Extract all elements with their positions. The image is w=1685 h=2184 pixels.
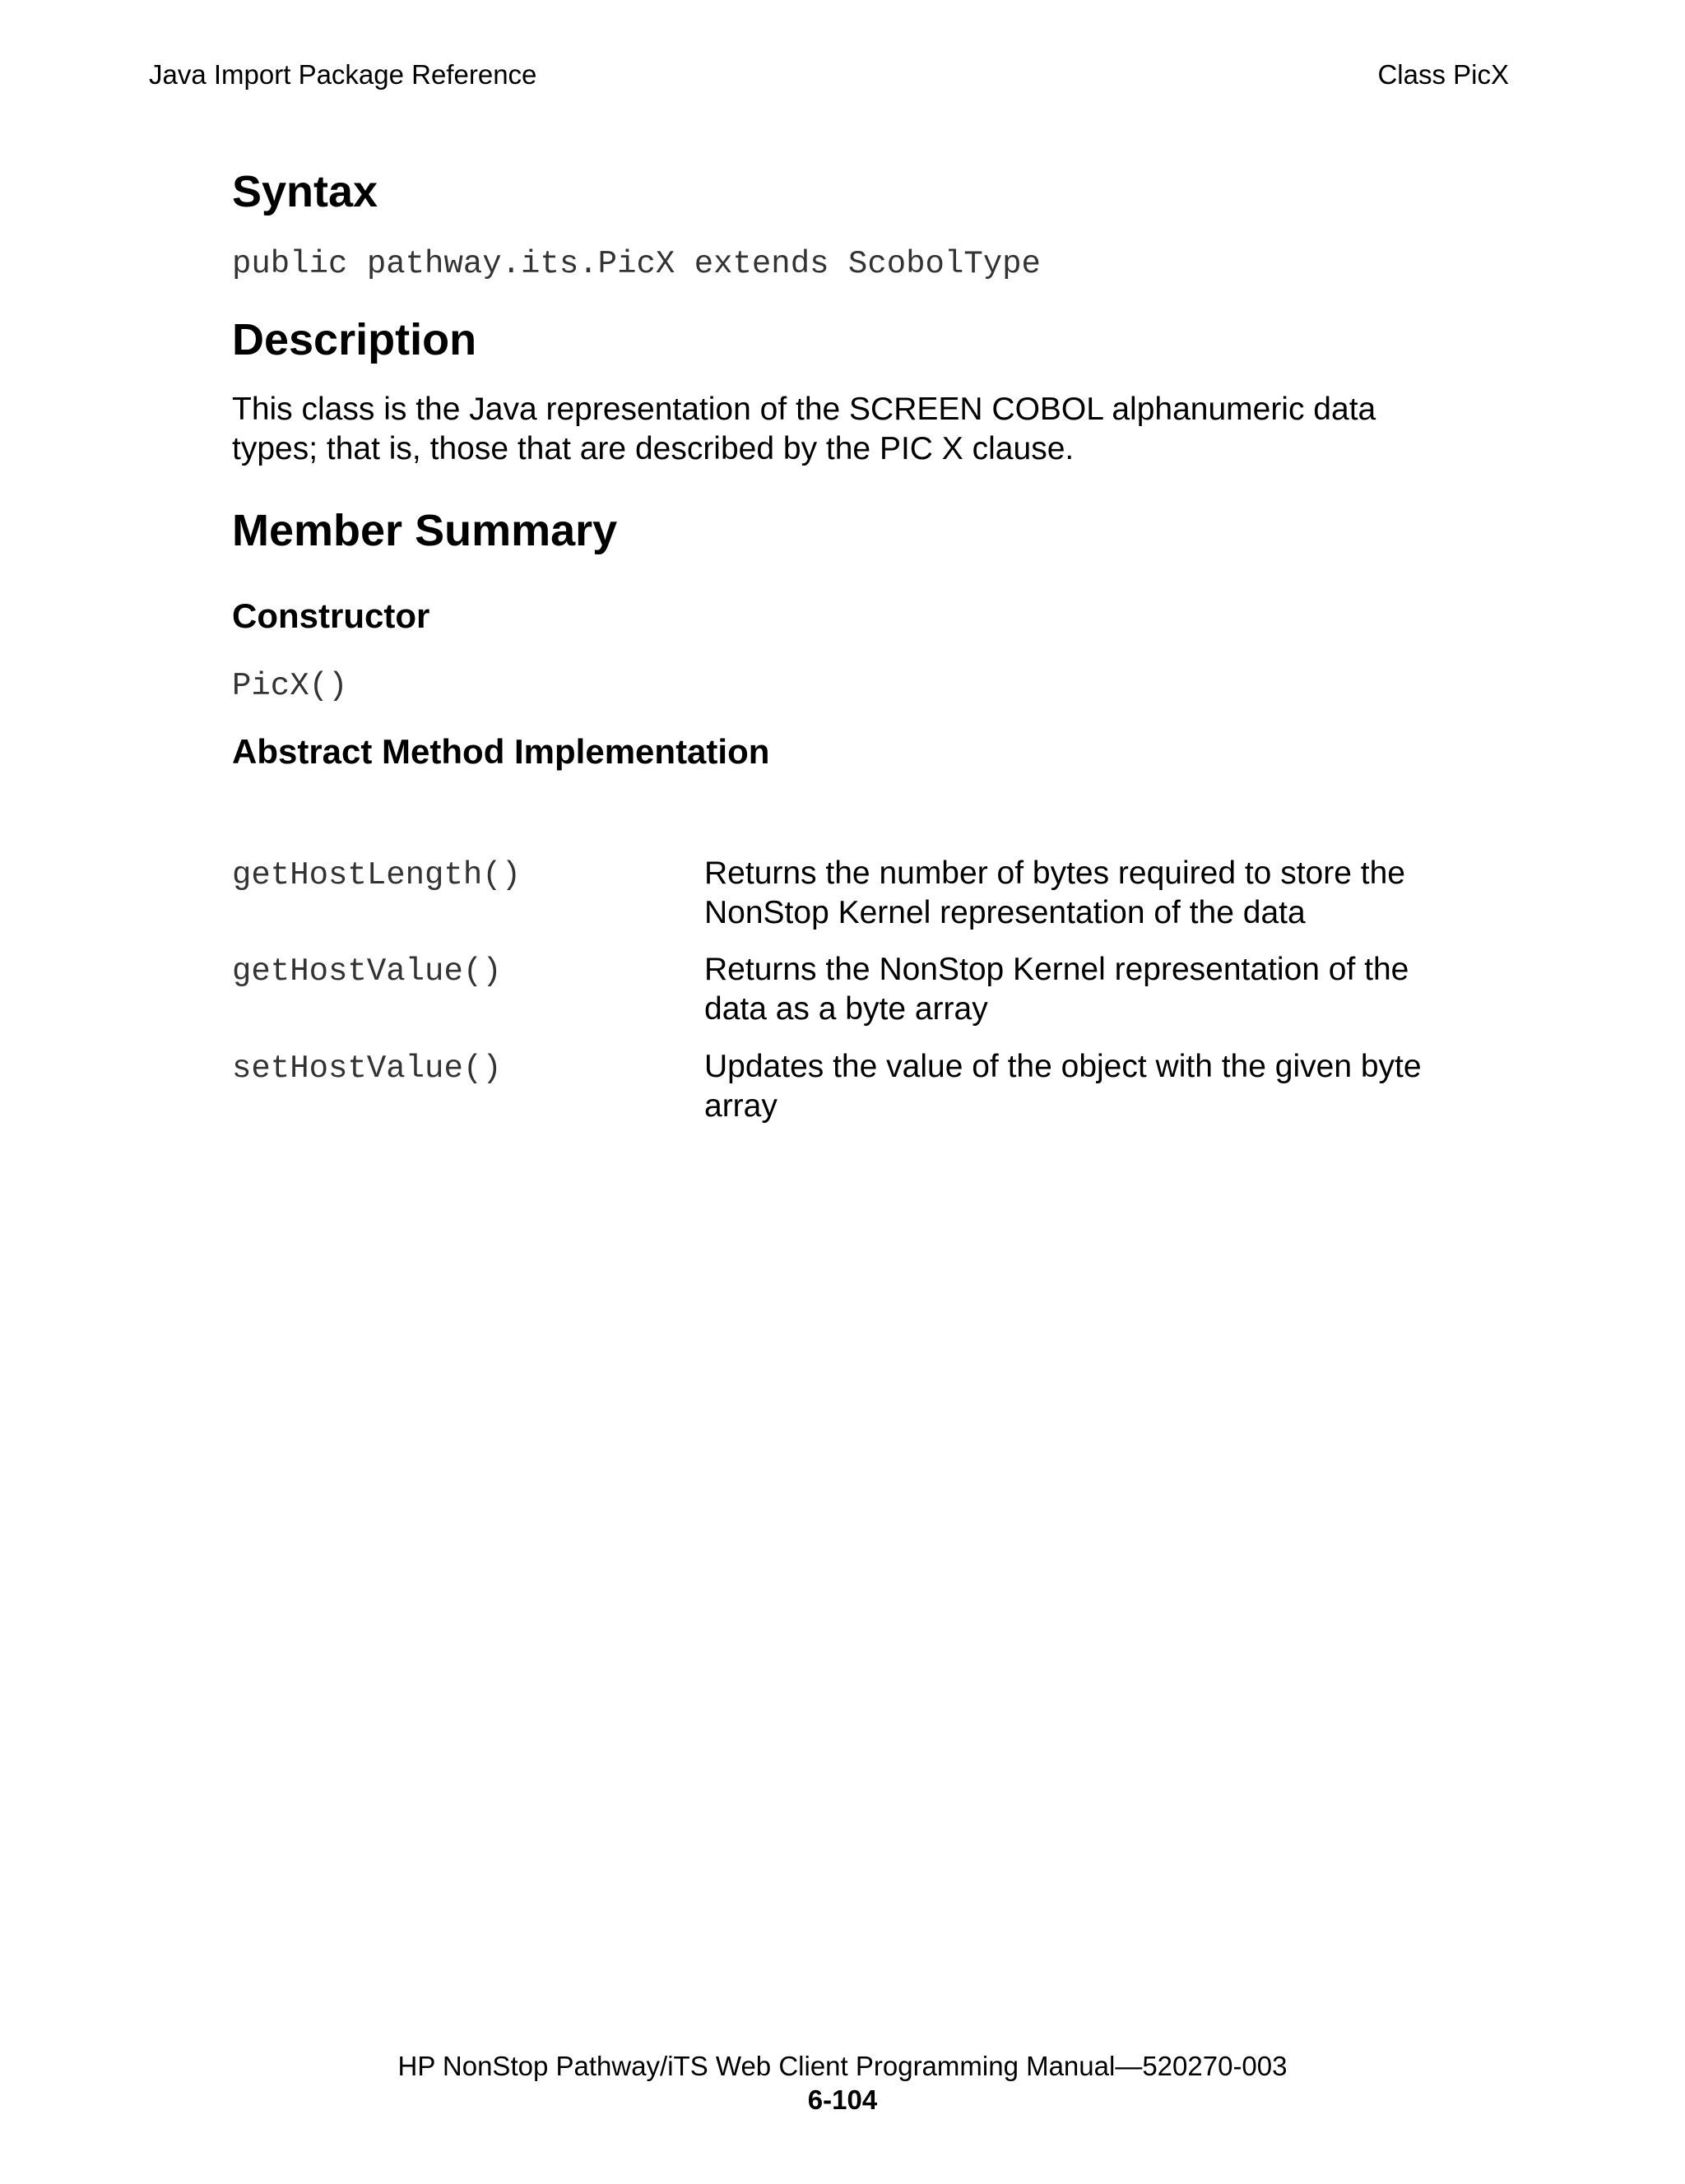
syntax-heading: Syntax <box>232 167 378 216</box>
method-name: getHostLength() <box>232 857 522 893</box>
description-text: This class is the Java representation of the SCREEN COBOL alphanumeric data types; that is, those that are described by the PIC X clause. <box>232 392 1376 466</box>
footer-page-number: 6-104 <box>807 2084 878 2115</box>
method-row <box>232 950 1483 1032</box>
constructor-heading: Constructor <box>232 596 430 635</box>
method-description <box>704 1047 1469 1126</box>
method-name: getHostValue() <box>232 953 502 990</box>
method-description <box>704 950 1469 1029</box>
page-header-right: Class PicX <box>1377 59 1509 90</box>
method-desc-line: NonStop Kernel representation of the data <box>704 895 1306 930</box>
constructor-code: PicX() <box>232 668 348 704</box>
syntax-code: public pathway.its.PicX extends ScobolType <box>232 246 1041 282</box>
method-description <box>704 854 1469 933</box>
member-summary-heading: Member Summary <box>232 506 618 555</box>
method-name: setHostValue() <box>232 1050 502 1087</box>
abstract-method-heading: Abstract Method Implementation <box>232 732 770 771</box>
method-row <box>232 1047 1483 1129</box>
description-heading: Description <box>232 315 477 364</box>
method-desc-line: array <box>704 1088 778 1124</box>
method-desc-line: Returns the number of bytes required to store the <box>704 856 1405 891</box>
page-header-left: Java Import Package Reference <box>149 59 537 90</box>
method-row <box>232 854 1483 936</box>
footer-manual-title: HP NonStop Pathway/iTS Web Client Programming Manual—520270-003 <box>397 2051 1288 2081</box>
method-desc-line: Updates the value of the object with the given byte <box>704 1049 1422 1084</box>
method-desc-line: data as a byte array <box>704 991 988 1027</box>
method-desc-line: Returns the NonStop Kernel representation of the <box>704 952 1409 987</box>
